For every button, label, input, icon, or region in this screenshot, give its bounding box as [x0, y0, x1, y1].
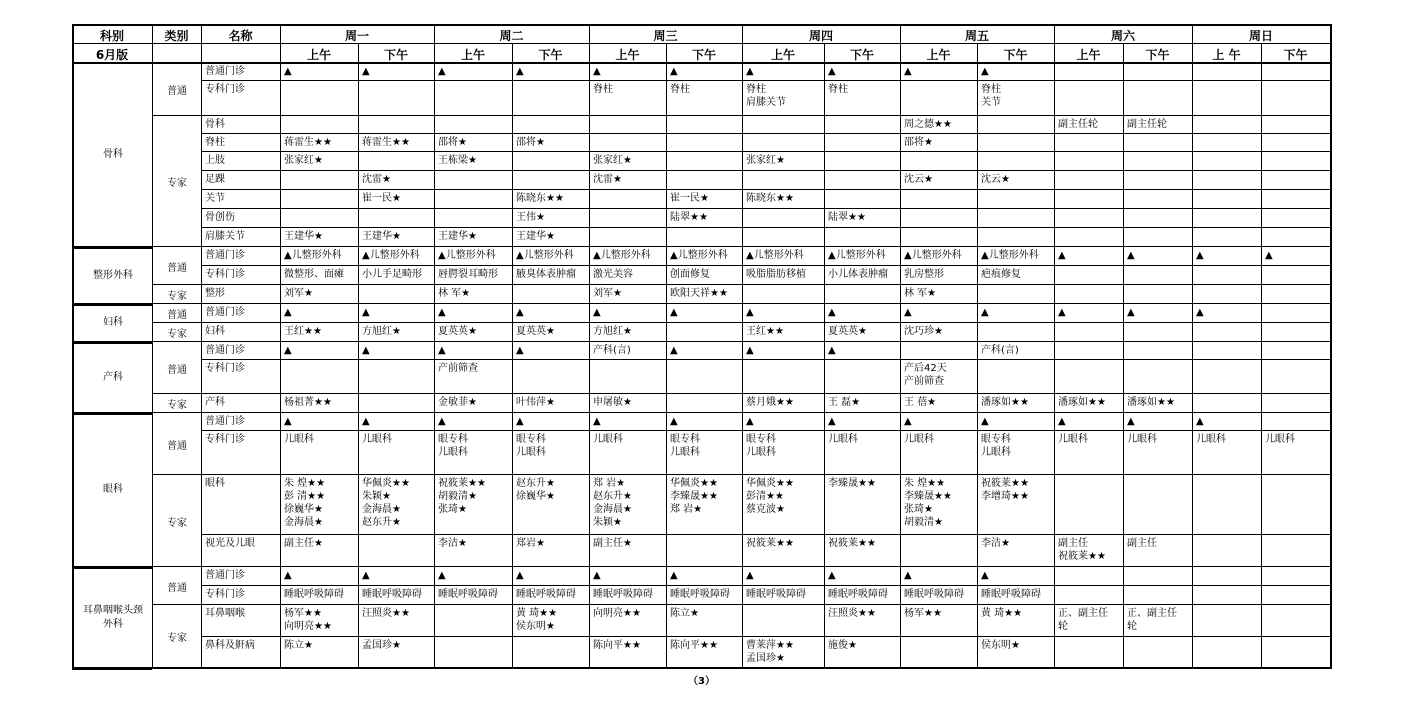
schedule-cell: 祝筱莱★★ 胡毅清★ 张琦★ — [438, 478, 486, 515]
row-name: 妇科 — [205, 326, 225, 337]
schedule-cell: 叶伟萍★ — [516, 397, 555, 408]
grid-line — [1261, 43, 1262, 669]
dept-header: 科别 — [99, 29, 124, 43]
day-header-2: 周二 — [499, 29, 524, 43]
category-label: 普通 — [167, 262, 187, 274]
schedule-cell: 周之德★★ — [904, 119, 952, 130]
schedule-cell: 张家红★ — [284, 155, 323, 166]
grid-line — [72, 62, 1330, 64]
schedule-cell: ▲ — [1196, 416, 1204, 427]
row-name: 足踝 — [205, 174, 225, 185]
schedule-cell: 沈雷★ — [362, 174, 391, 185]
schedule-cell: 蒋雷生★★ — [362, 137, 410, 148]
schedule-cell: ▲儿整形外科 — [904, 250, 962, 261]
schedule-cell: ▲ — [828, 307, 836, 318]
grid-line — [72, 24, 1330, 26]
schedule-cell: 小儿体表肿瘤 — [828, 269, 888, 280]
schedule-cell: 祝筱莱★★ 李增琦★★ — [981, 478, 1029, 502]
department-label: 眼科 — [103, 484, 123, 495]
schedule-cell: 王伟★ — [516, 212, 545, 223]
schedule-cell: 儿眼科 — [904, 434, 934, 445]
pm-header: 下午 — [383, 48, 408, 62]
schedule-cell: ▲ — [1196, 250, 1204, 261]
schedule-cell: 激光美容 — [593, 269, 633, 280]
schedule-cell: 陈晓东★★ — [746, 193, 794, 204]
schedule-cell: 夏英英★ — [438, 326, 477, 337]
pm-header: 下午 — [1283, 48, 1308, 62]
schedule-cell: ▲ — [1058, 416, 1066, 427]
schedule-cell: ▲ — [981, 570, 989, 581]
schedule-cell: ▲ — [746, 345, 754, 356]
schedule-cell: 疤痕修复 — [981, 269, 1021, 280]
schedule-cell: ▲ — [1127, 307, 1135, 318]
edition-label: 6月版 — [95, 48, 129, 62]
schedule-cell: 夏英英★ — [516, 326, 555, 337]
schedule-cell: 产后42天 产前筛查 — [904, 363, 947, 387]
schedule-cell: 华佩炎★★ 李臻晟★★ 郑 岩★ — [670, 478, 718, 515]
schedule-cell: 施俊★ — [828, 640, 857, 651]
grid-line — [201, 393, 1330, 394]
category-header: 类别 — [164, 29, 189, 43]
category-label: 专家 — [167, 291, 187, 302]
am-header: 上 午 — [1212, 48, 1241, 62]
schedule-cell: 张家红★ — [593, 155, 632, 166]
row-name: 眼科 — [205, 478, 225, 489]
schedule-cell: 张家红★ — [746, 155, 785, 166]
grid-line — [201, 303, 1330, 304]
category-label: 专家 — [167, 178, 187, 189]
schedule-cell: 李洁★ — [981, 538, 1010, 549]
schedule-cell: ▲ — [284, 345, 292, 356]
schedule-cell: 睡眠呼吸障碍 — [516, 589, 576, 600]
department-label: 产科 — [103, 371, 123, 383]
schedule-cell: 沈云★ — [981, 174, 1010, 185]
schedule-cell: ▲ — [516, 416, 524, 427]
row-name: 普通门诊 — [205, 416, 245, 427]
schedule-cell: ▲ — [516, 66, 524, 77]
schedule-cell: ▲ — [670, 345, 678, 356]
row-name: 专科门诊 — [205, 363, 245, 374]
row-name: 鼻科及鼾病 — [205, 640, 255, 651]
row-name: 普通门诊 — [205, 307, 245, 318]
schedule-cell: ▲儿整形外科 — [828, 250, 886, 261]
row-name: 整形 — [205, 288, 225, 299]
schedule-cell: 儿眼科 — [1196, 434, 1226, 445]
schedule-cell: 赵东升★ 徐巍华★ — [516, 478, 555, 502]
schedule-cell: 眼专科 儿眼科 — [516, 434, 546, 458]
row-name: 脊柱 — [205, 137, 225, 148]
am-header: 上午 — [1076, 48, 1101, 62]
row-name: 普通门诊 — [205, 345, 245, 356]
schedule-cell: ▲儿整形外科 — [284, 250, 342, 261]
schedule-cell: 黄 琦★★ — [981, 608, 1023, 619]
schedule-cell: 陆翠★★ — [828, 212, 866, 223]
row-name: 关节 — [205, 193, 225, 204]
schedule-cell: ▲ — [1058, 307, 1066, 318]
pm-header: 下午 — [849, 48, 874, 62]
schedule-cell: ▲ — [670, 416, 678, 427]
department-label: 骨科 — [103, 149, 123, 160]
schedule-cell: ▲儿整形外科 — [981, 250, 1039, 261]
schedule-cell: 黄 琦★★ 侯东明★ — [516, 608, 558, 632]
row-name: 产科 — [205, 397, 225, 408]
am-header: 上午 — [770, 48, 795, 62]
schedule-cell: ▲ — [828, 416, 836, 427]
schedule-cell: ▲ — [438, 307, 446, 318]
schedule-cell: 唇腭裂耳畸形 — [438, 269, 498, 280]
schedule-cell: 王 磊★ — [828, 397, 861, 408]
schedule-cell: 邵将★ — [438, 137, 467, 148]
schedule-cell: 睡眠呼吸障碍 — [438, 589, 498, 600]
schedule-cell: ▲ — [746, 307, 754, 318]
schedule-cell: ▲ — [362, 307, 370, 318]
schedule-cell: 方旭红★ — [593, 326, 632, 337]
schedule-cell: ▲ — [746, 416, 754, 427]
schedule-cell: 林 军★ — [904, 288, 937, 299]
schedule-cell: 王 蓓★ — [904, 397, 937, 408]
row-name: 专科门诊 — [205, 589, 245, 600]
schedule-cell: ▲ — [438, 66, 446, 77]
schedule-cell: 睡眠呼吸障碍 — [362, 589, 422, 600]
department-label: 妇科 — [103, 317, 123, 328]
schedule-cell: ▲ — [284, 570, 292, 581]
schedule-cell: ▲ — [981, 416, 989, 427]
schedule-cell: ▲ — [593, 570, 601, 581]
am-header: 上午 — [306, 48, 331, 62]
schedule-cell: 睡眠呼吸障碍 — [284, 589, 344, 600]
schedule-cell: 汪照炎★★ — [362, 608, 410, 619]
schedule-cell: ▲ — [362, 345, 370, 356]
grid-line — [1330, 24, 1332, 669]
schedule-cell: ▲ — [284, 416, 292, 427]
schedule-cell: 郑岩★ — [516, 538, 545, 549]
schedule-cell: 华佩炎★★ 彭清★★ 蔡克波★ — [746, 478, 794, 515]
schedule-cell: 向明亮★★ — [593, 608, 641, 619]
am-header: 上午 — [926, 48, 951, 62]
schedule-cell: 欧阳天祥★★ — [670, 288, 728, 299]
schedule-cell: 朱 煌★★ 彭 清★★ 徐巍华★ 金海晨★ — [284, 478, 326, 528]
grid-line — [824, 43, 825, 669]
schedule-cell: 潘琢如★★ — [1058, 397, 1106, 408]
schedule-cell: 眼专科 儿眼科 — [670, 434, 700, 458]
schedule-cell: 吸脂脂肪移植 — [746, 269, 806, 280]
schedule-cell: ▲儿整形外科 — [593, 250, 651, 261]
name-header: 名称 — [228, 29, 253, 43]
grid-line — [742, 24, 743, 669]
schedule-cell: 刘军★ — [284, 288, 313, 299]
schedule-cell: 王建华★ — [438, 231, 477, 242]
schedule-cell: 孟国珍★ — [362, 640, 401, 651]
schedule-cell: 汪照炎★★ — [828, 608, 876, 619]
schedule-cell: ▲儿整形外科 — [438, 250, 496, 261]
schedule-cell: 祝筱莱★★ — [746, 538, 794, 549]
schedule-cell: 陆翠★★ — [670, 212, 708, 223]
schedule-cell: ▲ — [904, 66, 912, 77]
page-number: （3） — [688, 676, 715, 687]
pm-header: 下午 — [1145, 48, 1170, 62]
schedule-cell: ▲ — [1127, 416, 1135, 427]
schedule-cell: 侯东明★ — [981, 640, 1020, 651]
schedule-cell: 产科(言) — [981, 345, 1019, 356]
grid-line — [434, 24, 435, 669]
category-label: 普通 — [167, 582, 187, 594]
pm-header: 下午 — [538, 48, 563, 62]
schedule-cell: ▲ — [284, 307, 292, 318]
schedule-cell: ▲ — [362, 66, 370, 77]
schedule-cell: 儿眼科 — [593, 434, 623, 445]
category-label: 专家 — [167, 400, 187, 411]
grid-line — [512, 43, 513, 669]
row-name: 普通门诊 — [205, 66, 245, 77]
schedule-cell: ▲ — [1196, 307, 1204, 318]
row-name: 骨科 — [205, 119, 225, 130]
schedule-cell: 眼专科 儿眼科 — [438, 434, 468, 458]
schedule-cell: ▲ — [362, 570, 370, 581]
schedule-cell: ▲ — [284, 66, 292, 77]
schedule-cell: ▲ — [438, 416, 446, 427]
schedule-cell: 潘琢如★★ — [981, 397, 1029, 408]
row-name: 耳鼻咽喉 — [205, 608, 245, 619]
grid-line — [72, 667, 1330, 669]
schedule-cell: 脊柱 关节 — [981, 84, 1001, 108]
schedule-cell: 睡眠呼吸障碍 — [746, 589, 806, 600]
schedule-cell: 小儿手足畸形 — [362, 269, 422, 280]
schedule-cell: ▲ — [593, 66, 601, 77]
schedule-cell: ▲儿整形外科 — [516, 250, 574, 261]
schedule-cell: 潘琢如★★ — [1127, 397, 1175, 408]
day-header-5: 周五 — [964, 29, 989, 43]
category-label: 普通 — [167, 364, 187, 376]
schedule-cell: ▲ — [904, 570, 912, 581]
day-header-3: 周三 — [653, 29, 678, 43]
grid-line — [358, 43, 359, 669]
schedule-cell: 儿眼科 — [828, 434, 858, 445]
am-header: 上午 — [460, 48, 485, 62]
schedule-cell: 产前筛查 — [438, 363, 478, 374]
schedule-cell: 乳房整形 — [904, 269, 944, 280]
row-name: 专科门诊 — [205, 434, 245, 445]
schedule-cell: 睡眠呼吸障碍 — [828, 589, 888, 600]
department-label: 整形外科 — [93, 269, 133, 281]
schedule-cell: 曹莱萍★★ 孟国珍★ — [746, 640, 794, 664]
schedule-cell: 王建华★ — [516, 231, 555, 242]
schedule-cell: 副主任轮 — [1127, 119, 1167, 130]
schedule-cell: 副主任轮 — [1058, 119, 1098, 130]
schedule-cell: 杨军★★ — [904, 608, 942, 619]
schedule-table — [72, 24, 1330, 669]
category-label: 普通 — [167, 310, 187, 321]
schedule-cell: ▲ — [670, 307, 678, 318]
schedule-cell: ▲ — [981, 66, 989, 77]
schedule-cell: ▲ — [516, 345, 524, 356]
schedule-cell: 副主任 祝筱莱★★ — [1058, 538, 1106, 562]
schedule-cell: 王建华★ — [362, 231, 401, 242]
am-header: 上午 — [615, 48, 640, 62]
grid-line — [201, 24, 202, 669]
schedule-cell: 副主任★ — [284, 538, 323, 549]
schedule-cell: 申屠敏★ — [593, 397, 632, 408]
schedule-cell: ▲ — [516, 307, 524, 318]
schedule-cell: 夏英英★ — [828, 326, 867, 337]
schedule-cell: 儿眼科 — [284, 434, 314, 445]
schedule-cell: 方旭红★ — [362, 326, 401, 337]
schedule-cell: ▲ — [438, 570, 446, 581]
row-name: 专科门诊 — [205, 269, 245, 280]
schedule-cell: 王红★★ — [284, 326, 322, 337]
schedule-cell: ▲ — [746, 570, 754, 581]
schedule-cell: 崔一民★ — [362, 193, 401, 204]
schedule-cell: 睡眠呼吸障碍 — [981, 589, 1041, 600]
schedule-cell: 杨军★★ 向明亮★★ — [284, 608, 332, 632]
schedule-cell: 眼专科 儿眼科 — [981, 434, 1011, 458]
schedule-cell: 杨祖菁★★ — [284, 397, 332, 408]
grid-line — [280, 24, 281, 669]
schedule-cell: ▲ — [1058, 250, 1066, 261]
schedule-cell: 陈立★ — [284, 640, 313, 651]
schedule-cell: ▲ — [904, 307, 912, 318]
row-name: 骨创伤 — [205, 212, 235, 223]
schedule-cell: 朱 煌★★ 李臻晟★★ 张琦★ 胡毅清★ — [904, 478, 952, 528]
day-header-1: 周一 — [344, 29, 369, 43]
schedule-cell: 睡眠呼吸障碍 — [670, 589, 730, 600]
grid-line — [1192, 24, 1193, 669]
schedule-cell: 副主任 — [1127, 538, 1157, 549]
schedule-cell: 陈向平★★ — [593, 640, 641, 651]
schedule-cell: ▲ — [593, 416, 601, 427]
schedule-cell: 蔡月娥★★ — [746, 397, 794, 408]
category-label: 专家 — [167, 329, 187, 340]
schedule-cell: 陈晓东★★ — [516, 193, 564, 204]
row-name: 专科门诊 — [205, 84, 245, 95]
schedule-cell: 眼专科 儿眼科 — [746, 434, 776, 458]
schedule-cell: 沈云★ — [904, 174, 933, 185]
schedule-cell: ▲儿整形外科 — [670, 250, 728, 261]
schedule-cell: 李臻晟★★ — [828, 478, 876, 489]
grid-line — [589, 24, 590, 669]
day-header-7: 周日 — [1248, 29, 1273, 43]
schedule-cell: ▲ — [670, 570, 678, 581]
schedule-cell: 儿眼科 — [1127, 434, 1157, 445]
grid-line — [1123, 43, 1124, 669]
schedule-cell: 正、副主任 轮 — [1127, 608, 1177, 632]
schedule-cell: ▲ — [904, 416, 912, 427]
schedule-cell: 脊柱 肩膝关节 — [746, 84, 786, 108]
schedule-cell: ▲ — [828, 345, 836, 356]
pm-header: 下午 — [691, 48, 716, 62]
day-header-6: 周六 — [1110, 29, 1135, 43]
schedule-cell: 儿眼科 — [362, 434, 392, 445]
schedule-cell: 王红★★ — [746, 326, 784, 337]
schedule-cell: ▲ — [516, 570, 524, 581]
schedule-cell: ▲ — [828, 66, 836, 77]
schedule-cell: 郑 岩★ 赵东升★ 金海晨★ 朱颖★ — [593, 478, 632, 528]
schedule-cell: 沈雷★ — [593, 174, 622, 185]
schedule-cell: 邵将★ — [904, 137, 933, 148]
schedule-cell: 沈巧珍★ — [904, 326, 943, 337]
schedule-cell: 金敏菲★ — [438, 397, 477, 408]
pm-header: 下午 — [1003, 48, 1028, 62]
row-name: 普通门诊 — [205, 250, 245, 261]
schedule-cell: 祝筱莱★★ — [828, 538, 876, 549]
grid-line — [72, 43, 1330, 44]
schedule-cell: 王栋梁★ — [438, 155, 477, 166]
schedule-cell: ▲儿整形外科 — [362, 250, 420, 261]
row-name: 普通门诊 — [205, 570, 245, 581]
row-name: 视光及儿眼 — [205, 538, 255, 549]
grid-line — [1054, 24, 1055, 669]
department-label: 耳鼻咽喉头颈 外科 — [83, 604, 143, 630]
schedule-cell: ▲ — [981, 307, 989, 318]
grid-line — [977, 43, 978, 669]
schedule-cell: 王建华★ — [284, 231, 323, 242]
category-label: 专家 — [167, 517, 187, 529]
schedule-cell: 产科(言) — [593, 345, 631, 356]
schedule-cell: 脊柱 — [670, 84, 690, 95]
schedule-cell: 睡眠呼吸障碍 — [904, 589, 964, 600]
schedule-cell: ▲ — [438, 345, 446, 356]
schedule-cell: 陈向平★★ — [670, 640, 718, 651]
day-header-4: 周四 — [808, 29, 833, 43]
schedule-cell: ▲ — [1127, 250, 1135, 261]
schedule-cell: ▲儿整形外科 — [746, 250, 804, 261]
schedule-cell: ▲ — [670, 66, 678, 77]
schedule-cell: 儿眼科 — [1058, 434, 1088, 445]
schedule-cell: 林 军★ — [438, 288, 471, 299]
row-name: 肩膝关节 — [205, 231, 245, 242]
grid-line — [666, 43, 667, 669]
schedule-cell: 副主任★ — [593, 538, 632, 549]
schedule-cell: 李洁★ — [438, 538, 467, 549]
schedule-cell: 腋臭体表肿瘤 — [516, 269, 576, 280]
grid-line — [900, 24, 901, 669]
row-name: 上肢 — [205, 155, 225, 166]
schedule-cell: 邵将★ — [516, 137, 545, 148]
schedule-cell: ▲ — [1265, 250, 1273, 261]
category-label: 普通 — [167, 440, 187, 452]
schedule-cell: 睡眠呼吸障碍 — [593, 589, 653, 600]
schedule-cell: ▲ — [593, 307, 601, 318]
schedule-cell: 脊柱 — [828, 84, 848, 95]
category-label: 普通 — [167, 86, 187, 97]
schedule-cell: 崔一民★ — [670, 193, 709, 204]
schedule-cell: 陈立★ — [670, 608, 699, 619]
category-label: 专家 — [167, 633, 187, 644]
schedule-cell: 华佩炎★★ 朱颖★ 金海晨★ 赵东升★ — [362, 478, 410, 528]
schedule-cell: 蒋雷生★★ — [284, 137, 332, 148]
schedule-cell: ▲ — [362, 416, 370, 427]
schedule-cell: 创面修复 — [670, 269, 710, 280]
schedule-cell: ▲ — [828, 570, 836, 581]
schedule-cell: ▲ — [746, 66, 754, 77]
grid-line — [201, 227, 1330, 228]
schedule-cell: 脊柱 — [593, 84, 613, 95]
schedule-cell: 微整形、面瘫 — [284, 269, 344, 280]
schedule-cell: 刘军★ — [593, 288, 622, 299]
schedule-cell: 正、副主任 轮 — [1058, 608, 1108, 632]
schedule-cell: 儿眼科 — [1265, 434, 1295, 445]
